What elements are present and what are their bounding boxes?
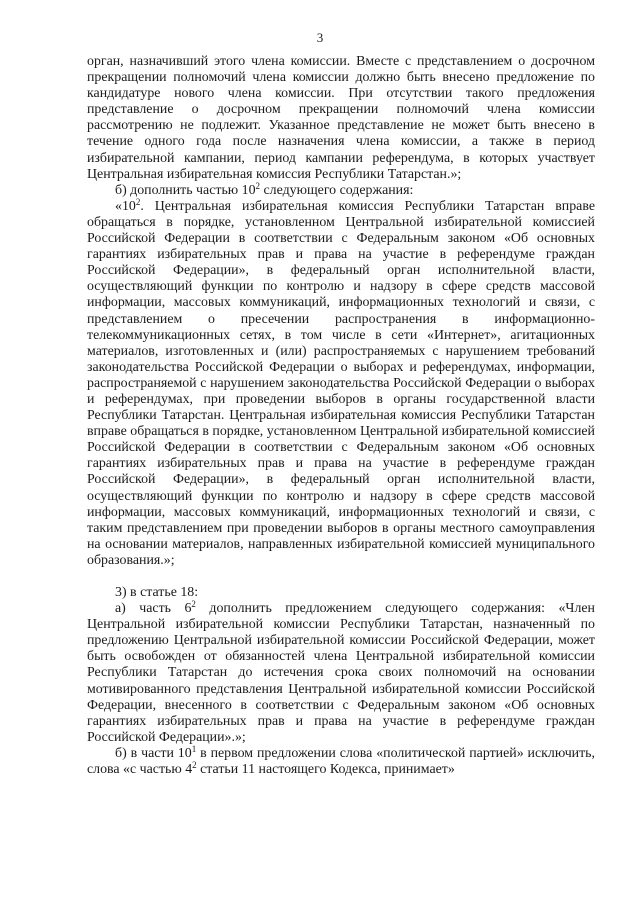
- superscript: 1: [191, 743, 197, 754]
- superscript: 2: [192, 760, 197, 771]
- paragraph-article-18: 3) в статье 18:: [115, 585, 199, 600]
- paragraph-part-10-2: «$10^2$. Центральная избирательная комиссия Республики Татарстан вправе обращаться в порядке, установленном Центральной избирательной комиссией Российской Федерации в соответствии с Федеральным законом «Об основных гарантиях избирательных прав и права на участие в референдуме граждан Российской Федерации», в федеральный орган исполнительной власти, осуществляющий функции по контролю и надзору в сфере средств массовой информации, массовых коммуникаций, информационных технологий и связи, с представлением о пресечении распространения в информационно-телекоммуникационных сетях, в том числе в сети «Интернет», агитационных материалов, изготовленных и (или) распространяемых с нарушением требований законодательства Российской Федерации о выборах и референдумах, информации, распространяемой с нарушением законодательства Российской Федерации о выборах и референдумах, при проведении выборов в органы государственной власти Республики Татарстан. Центральная избирательная комиссия Республики Татарстан вправе обращаться в порядке, установленном Центральной избирательной комиссией Российской Федерации в соответствии с Федеральным законом «Об основных гарантиях избирательных прав и права на участие в референдуме граждан Российской Федерации», в федеральный орган исполнительной власти, осуществляющий функции по контролю и надзору в сфере средств массовой информации, массовых коммуникаций, информационных технологий и связи, с таким представлением при проведении выборов в органы местного самоуправления на основании материалов, направленных избирательной комиссией муниципального образования.»;: [87, 196, 595, 568]
- superscript: 2: [255, 180, 261, 191]
- superscript: 2: [191, 599, 196, 610]
- paragraph-item-b-2: б) в части $10^1$ в первом предложении слова «политической партией» исключить, слова «с частью $4^2$ статьи 11 настоящего Кодекса, принимает»: [87, 743, 595, 778]
- paragraph-item-a: а) часть $6^2$ дополнить предложением следующего содержания: «Член Центральной избирательной комиссии Республики Татарстан, назначенный по предложению Центральной избирательной комиссии Российской Федерации, может быть освобожден от обязанностей члена Центральной избирательной комиссии Республики Татарстан до истечения срока своих полномочий на основании мотивированного представления Центральной избирательной комиссии Российской Федерации, внесенного в соответствии с Федеральным законом «Об основных гарантиях избирательных прав и права на участие в референдуме граждан Российской Федерации».»;: [87, 599, 595, 745]
- page-number: 3: [316, 30, 324, 45]
- document-body: [87, 54, 595, 778]
- paragraph-item-b: б) дополнить частью $10^2$ следующего содержания:: [115, 180, 414, 198]
- paragraph-continuation: орган, назначивший этого члена комиссии. Вместе с представлением о досрочном прекращении полномочий члена комиссии должно быть внесено предложение по кандидатуре нового члена комиссии. При отсутствии такого предложения представление о досрочном прекращении полномочий члена комиссии рассмотрению не подлежит. Указанное представление не может быть внесено в течение одного года после назначения члена комиссии, а также в период избирательной кампании, период кампании референдума, в которых участвует Центральная избирательная комиссия Республики Татарстан.»;: [87, 54, 595, 182]
- superscript: 2: [135, 196, 141, 207]
